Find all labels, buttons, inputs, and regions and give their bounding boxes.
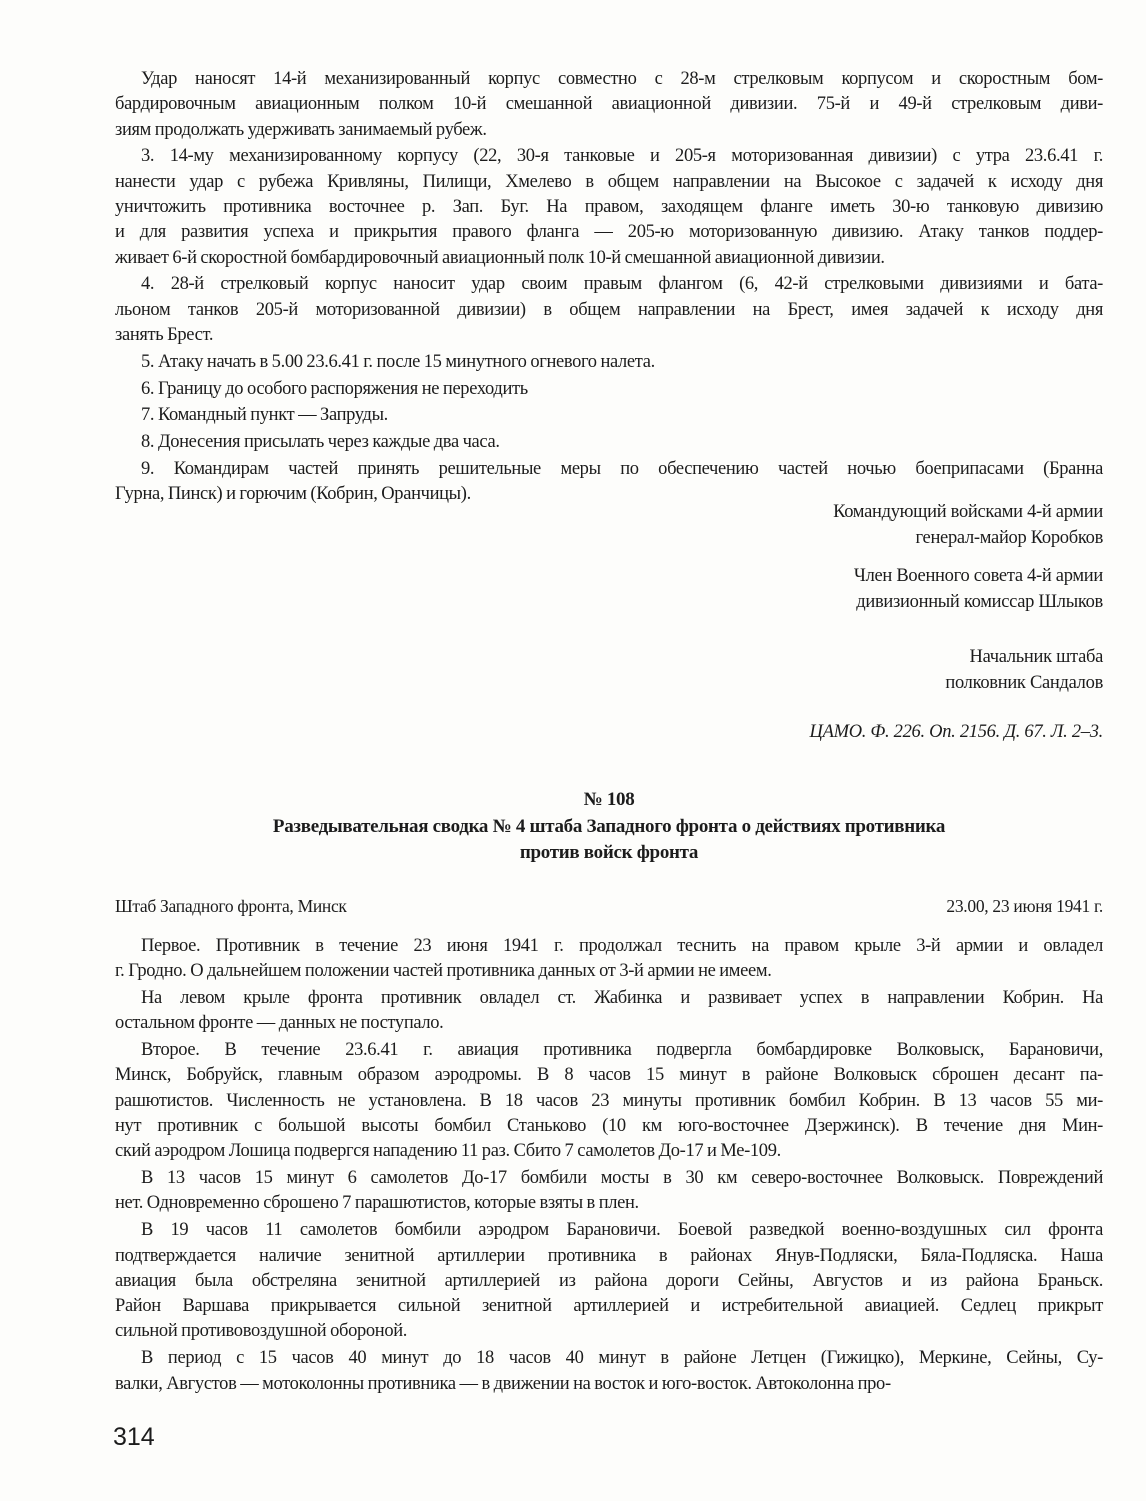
- paragraph: [115, 1166, 1103, 1217]
- signature-council-member: [854, 564, 1103, 615]
- text-line: Гурна, Пинск) и горючим (Кобрин, Оранчицы).: [115, 484, 471, 505]
- paragraph: [115, 377, 1103, 402]
- text-line: Минск, Бобруйск, главным образом аэродромы. В 8 часов 15 минут в районе Волковыск сброшен десант па-: [115, 1065, 1103, 1086]
- text-line: В период с 15 часов 40 минут до 18 часов 40 минут в районе Летцен (Гижицко), Меркине, Сейны, Су-: [141, 1348, 1103, 1369]
- text-line: валки, Августов — мотоколонны противника — в движении на восток и юго-восток. Автоколонна про-: [115, 1373, 891, 1394]
- text-line: зиям продолжать удерживать занимаемый рубеж.: [115, 119, 487, 140]
- text-line: живает 6-й скоростной бомбардировочный авиационный полк 10-й смешанной авиационной дивизии.: [115, 247, 885, 268]
- signature-name: генерал-майор Коробков: [915, 527, 1103, 548]
- paragraph: [115, 272, 1103, 348]
- text-line: нет. Одновременно сброшено 7 парашютистов, которые взяты в плен.: [115, 1193, 639, 1214]
- document-title-line: против войск фронта: [519, 842, 699, 863]
- text-line: 6. Границу до особого распоряжения не переходить: [141, 378, 528, 399]
- text-line: остальном фронте — данных не поступало.: [115, 1013, 444, 1034]
- paragraph: [115, 1038, 1103, 1164]
- text-line: 4. 28-й стрелковый корпус наносит удар своим правым флангом (6, 42-й стрелковыми дивизиями и бата-: [141, 274, 1103, 295]
- text-line: Первое. Противник в течение 23 июня 1941 г. продолжал теснить на правом крыле 3-й армии и овладел: [141, 936, 1103, 956]
- text-line: рашютистов. Численность не установлена. В 18 часов 23 минуты противник бомбил Кобрин. В 13 часов 55 ми-: [115, 1090, 1103, 1111]
- paragraph: [115, 1218, 1103, 1344]
- paragraph: [115, 350, 1103, 375]
- paragraph: [115, 403, 1103, 428]
- text-line: 7. Командный пункт — Запруды.: [141, 405, 388, 426]
- text-line: В 19 часов 11 самолетов бомбили аэродром Барановичи. Боевой разведкой военно-воздушных сил фронта: [141, 1220, 1103, 1241]
- text-line: Удар наносят 14-й механизированный корпус совместно с 28-м стрелковым корпусом и скоростным бом-: [141, 69, 1103, 89]
- text-line: нут противник с большой высоты бомбил Станьково (10 км юго-восточнее Дзержинск). В течение дня Мин-: [115, 1116, 1103, 1137]
- signature-name: полковник Сандалов: [945, 672, 1103, 693]
- text-line: 9. Командирам частей принять решительные меры по обеспечению частей ночью боеприпасами (Бранна: [141, 458, 1103, 479]
- signature-commander: [833, 500, 1103, 551]
- page-number: 314: [113, 1423, 155, 1451]
- paragraph: [115, 144, 1103, 270]
- paragraph: [115, 1346, 1103, 1397]
- signature-name: дивизионный комиссар Шлыков: [856, 591, 1103, 612]
- paragraph: [115, 986, 1103, 1037]
- signature-title: Командующий войсками 4-й армии: [833, 502, 1103, 522]
- paragraph: [115, 67, 1103, 143]
- signature-title: Начальник штаба: [969, 647, 1103, 667]
- document-number: № 108: [583, 789, 635, 810]
- signature-chief-of-staff: [945, 645, 1103, 696]
- document-heading: [115, 787, 1103, 867]
- text-line: Второе. В течение 23.6.41 г. авиация противника подвергла бомбардировке Волковыск, Барановичи,: [141, 1040, 1103, 1061]
- document-header: [115, 896, 1103, 917]
- text-line: Район Варшава прикрывается сильной зенитной артиллерией и истребительной авиацией. Седлец прикрыт: [115, 1296, 1103, 1317]
- text-line: нанести удар с рубежа Кривляны, Пилищи, Хмелево в общем направлении на Высокое с задачей к исходу дня: [115, 171, 1103, 192]
- text-line: На левом крыле фронта противник овладел ст. Жабинка и развивает успех в направлении Кобрин. На: [141, 988, 1103, 1009]
- document-title-line: Разведывательная сводка № 4 штаба Западного фронта о действиях противника: [272, 815, 946, 837]
- text-line: занять Брест.: [115, 324, 214, 345]
- text-line: уничтожить противника восточнее р. Зап. Буг. На правом, заходящем фланге иметь 30-ю танковую дивизию: [115, 196, 1103, 217]
- text-line: и для развития успеха и прикрытия правого фланга — 205-ю моторизованную дивизию. Атаку танков поддер-: [115, 222, 1103, 243]
- text-line: подтверждается наличие зенитной артиллерии противника в районах Янув-Подляски, Бяла-Подляска. Наша: [115, 1245, 1103, 1266]
- text-line: г. Гродно. О дальнейшем положении частей противника данных от 3-й армии не имеем.: [115, 961, 772, 982]
- paragraph: [115, 934, 1103, 985]
- archive-source: ЦАМО. Ф. 226. Оп. 2156. Д. 67. Л. 2–3.: [809, 722, 1103, 742]
- text-line: В 13 часов 15 минут 6 самолетов До-17 бомбили мосты в 30 км северо-восточнее Волковыск. Повреждений: [141, 1168, 1103, 1189]
- text-line: льоном танков 205-й моторизованной дивизии) в общем направлении на Брест, имея задачей к исходу дня: [115, 299, 1103, 320]
- paragraph: [115, 430, 1103, 455]
- document-date: 23.00, 23 июня 1941 г.: [946, 896, 1103, 916]
- text-line: ский аэродром Лошица подвергся нападению 11 раз. Сбито 7 самолетов До-17 и Ме-109.: [115, 1141, 781, 1162]
- document-body-2: [115, 934, 1103, 1398]
- text-line: авиация была обстреляна зенитной артиллерией из района дороги Сейны, Августов и из района Браньск.: [115, 1270, 1103, 1291]
- document-place: Штаб Западного фронта, Минск: [115, 896, 347, 916]
- text-line: бардировочным авиационным полком 10-й смешанной авиационной дивизии. 75-й и 49-й стрелковым диви-: [115, 94, 1103, 115]
- text-line: 5. Атаку начать в 5.00 23.6.41 г. после 15 минутного огневого налета.: [141, 351, 655, 372]
- signature-title: Член Военного совета 4-й армии: [853, 566, 1103, 586]
- text-line: сильной противовоздушной обороной.: [115, 1321, 408, 1342]
- document-body-1: [115, 67, 1103, 509]
- text-line: 3. 14-му механизированному корпусу (22, 30-я танковые и 205-я моторизованная дивизии) с утра 23.6.41 г.: [141, 146, 1103, 167]
- text-line: 8. Донесения присылать через каждые два часа.: [141, 432, 500, 453]
